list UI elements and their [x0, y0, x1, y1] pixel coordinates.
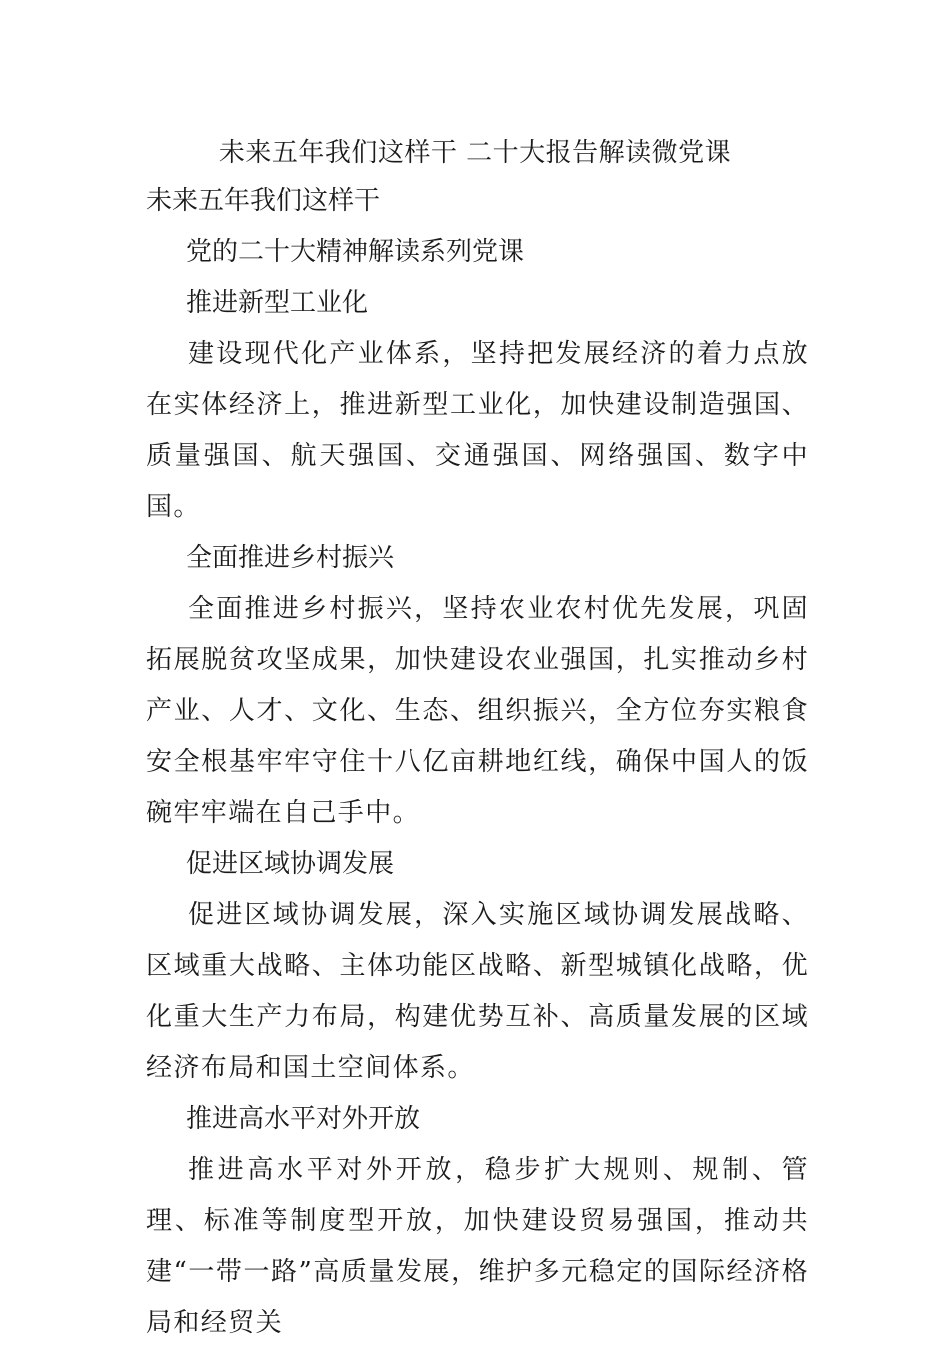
section-paragraph: 建设现代化产业体系，坚持把发展经济的着力点放在实体经济上，推进新型工业化，加快建设制造强国、质量强国、航天强国、交通强国、网络强国、数字中国。	[146, 339, 809, 522]
section-paragraph: 促进区域协调发展，深入实施区域协调发展战略、区域重大战略、主体功能区战略、新型城镇化战略，优化重大生产力布局，构建优势互补、高质量发展的区域经济布局和国土空间体系。	[146, 900, 809, 1083]
section-heading: 推进新型工业化	[186, 288, 369, 318]
document-body	[146, 227, 809, 1349]
section-heading: 促进区域协调发展	[186, 849, 395, 879]
section-paragraph: 全面推进乡村振兴，坚持农业农村优先发展，巩固拓展脱贫攻坚成果，加快建设农业强国，扎实推动乡村产业、人才、文化、生态、组织振兴，全方位夯实粮食安全根基牢牢守住十八亿亩耕地红线，确保中国人的饭碗牢牢端在自己手中。	[146, 594, 809, 828]
section-heading: 全面推进乡村振兴	[186, 543, 395, 573]
document-subtitle: 未来五年我们这样干	[146, 186, 381, 216]
series-heading: 党的二十大精神解读系列党课	[186, 237, 525, 267]
document-title: 未来五年我们这样干 二十大报告解读微党课	[218, 138, 732, 168]
section-paragraph: 推进高水平对外开放，稳步扩大规则、规制、管理、标准等制度型开放，加快建设贸易强国，推动共建“一带一路”高质量发展，维护多元稳定的国际经济格局和经贸关	[146, 1155, 809, 1338]
section-heading: 推进高水平对外开放	[186, 1104, 421, 1134]
